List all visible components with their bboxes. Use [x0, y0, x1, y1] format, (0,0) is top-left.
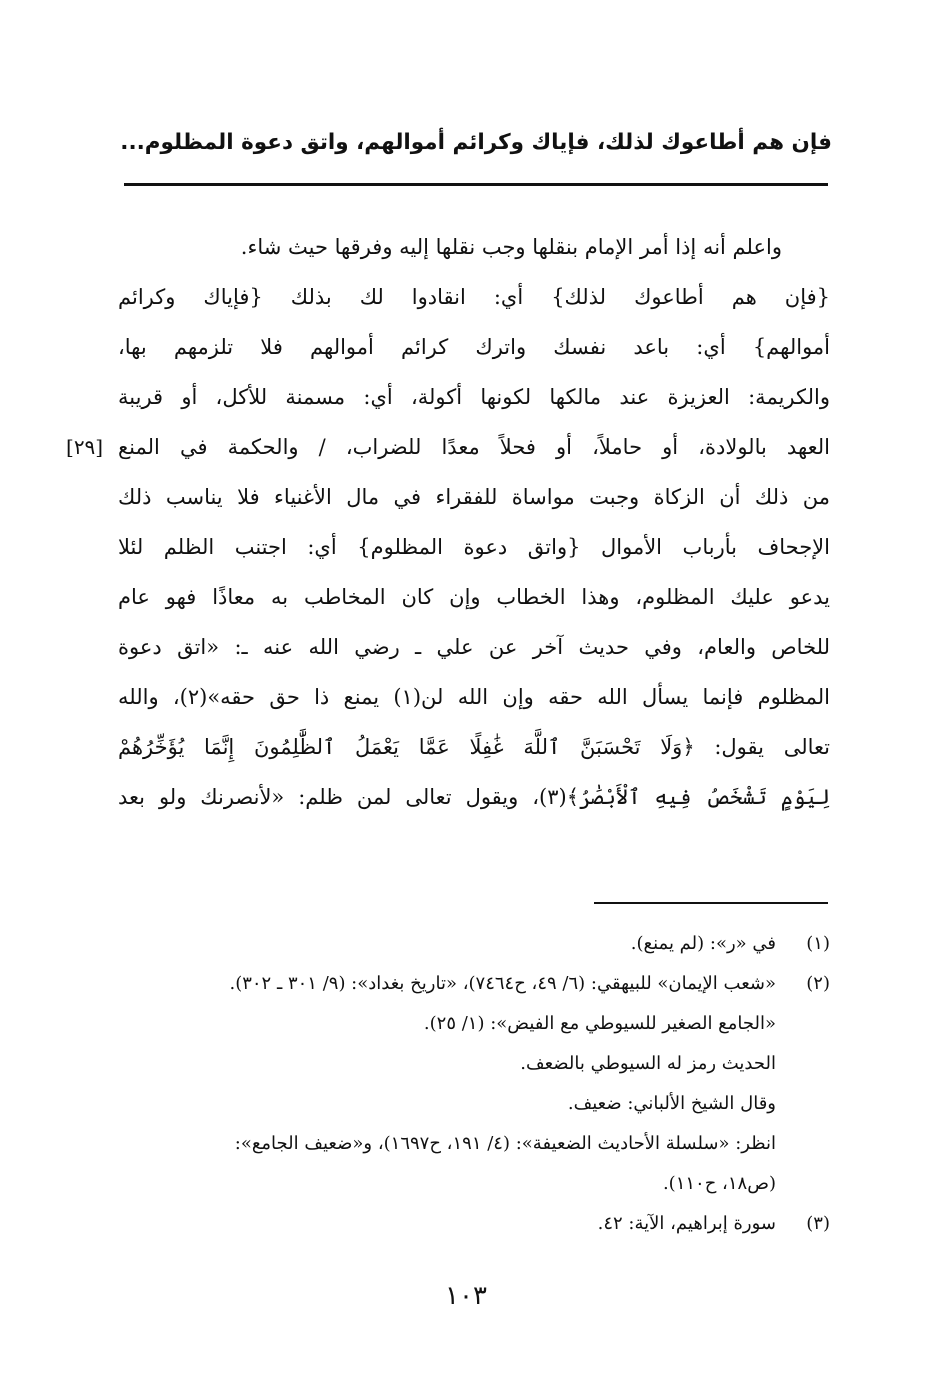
running-header: فإن هم أطاعوك لذلك، فإياك وكرائم أموالهم، واتق دعوة المظلوم...: [120, 130, 832, 155]
body-line: أموالهم} أي: باعد نفسك واترك كرائم أموالهم فلا تلزمهم بها،: [118, 335, 830, 359]
body-line-quran-verse: تعالى يقول: ﴿وَلَا تَحْسَبَنَّ ٱللَّهَ غَٰفِلًا عَمَّا يَعْمَلُ ٱلظَّٰلِمُونَ إِنَّمَا يُؤَخِّرُهُمْ: [118, 735, 830, 759]
footnote-text: سورة إبراهيم، الآية: ٤٢.: [597, 1213, 776, 1234]
page-number: ١٠٣: [445, 1281, 487, 1311]
body-line: من ذلك أن الزكاة وجبت مواساة للفقراء في مال الأغنياء فلا يناسب ذلك: [118, 485, 830, 509]
body-line: والكريمة: العزيزة عند مالكها لكونها أكولة، أي: مسمنة للأكل، أو قريبة: [118, 385, 830, 409]
footnote-line: [120, 1164, 830, 1204]
footnotes: [120, 924, 830, 1244]
footnote-rule: [594, 902, 828, 904]
footnote-line: [120, 1044, 830, 1084]
footnote-text: «الجامع الصغير للسيوطي مع الفيض»: (١/ ٢٥).: [423, 1013, 776, 1034]
header-rule: [124, 183, 828, 186]
footnote-line: [120, 1004, 830, 1044]
body-line: المظلوم فإنما يسأل الله حقه وإن الله لن(١) يمنع ذا حق حقه»(٢)، والله: [118, 685, 830, 709]
footnote-text: في «ر»: (لم يمنع).: [630, 933, 776, 954]
footnote-line: [120, 1124, 830, 1164]
body-text: [118, 222, 830, 822]
body-line: العهد بالولادة، أو حاملاً، أو فحلاً معدًا للضراب، / والحكمة في المنع: [118, 435, 830, 459]
footnote-number: (٣): [806, 1213, 830, 1234]
footnote-line: [120, 1204, 830, 1244]
body-line: واعلم أنه إذا أمر الإمام بنقلها وجب نقلها إليه وفرقها حيث شاء.: [240, 235, 782, 259]
body-line: {فإن هم أطاعوك لذلك} أي: انقادوا لك بذلك {فإياك وكرائم: [118, 285, 830, 309]
footnote-line: [120, 1084, 830, 1124]
footnote-number: (٢): [806, 973, 830, 994]
body-line: للخاص والعام، وفي حديث آخر عن علي ـ رضي الله عنه ـ: «اتق دعوة: [118, 635, 830, 659]
manuscript-folio-marker: [٢٩]: [66, 435, 104, 459]
footnote-line: [120, 924, 830, 964]
footnote-text: انظر: «سلسلة الأحاديث الضعيفة»: (٤/ ١٩١، ح١٦٩٧)، و«ضعيف الجامع»:: [234, 1133, 776, 1154]
footnote-text: وقال الشيخ الألباني: ضعيف.: [567, 1093, 776, 1114]
footnote-line: [120, 964, 830, 1004]
body-line: الإجحاف بأرباب الأموال {واتق دعوة المظلوم} أي: اجتنب الظلم لئلا: [118, 535, 830, 559]
body-line-quran-verse: لِيَوْمٍ تَشْخَصُ فِيهِ ٱلْأَبْصَٰرُ﴾(٣)، ويقول تعالى لمن ظلم: «لأنصرنك ولو بعد: [118, 785, 830, 809]
footnote-text: «شعب الإيمان» للبيهقي: (٦/ ٤٩، ح٧٤٦٤)، «تاريخ بغداد»: (٩/ ٣٠١ ـ ٣٠٢).: [229, 973, 776, 994]
footnote-number: (١): [806, 933, 830, 954]
body-line: يدعو عليك المظلوم، وهذا الخطاب وإن كان المخاطب به معاذًا فهو عام: [118, 585, 830, 609]
footnote-text: الحديث رمز له السيوطي بالضعف.: [520, 1053, 776, 1074]
footnote-text: (ص١٨، ح١١٠).: [662, 1173, 776, 1194]
